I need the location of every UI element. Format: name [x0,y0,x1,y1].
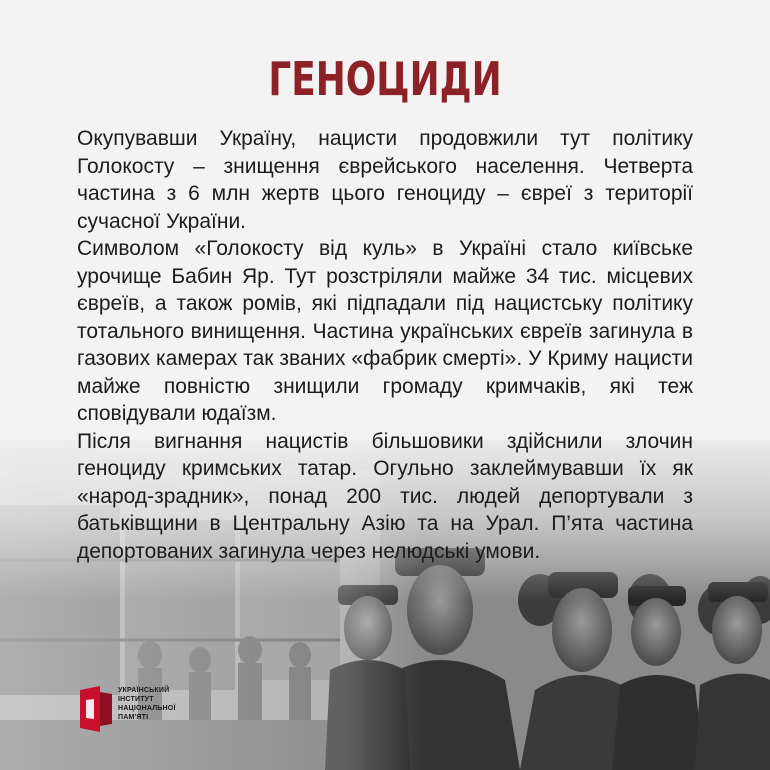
logo-line: НАЦІОНАЛЬНОЇ [118,705,176,712]
logo-line: ІНСТИТУТ [118,696,154,703]
page-title: ГЕНОЦИДИ [268,52,502,106]
paragraph-holocaust: Окупувавши Україну, нацисти продовжили тут політику Голокосту – знищення єврейського населення. Четверта частина з 6 млн жертв цього геноциду – євреї з території сучасної України. [77,127,693,233]
paragraph-crimean-tatars: Після вигнання нацистів більшовики здійснили злочин геноциду кримських татар. Огульно заклеймувавши їх як «народ-зрадник», понад 200 тис. людей депортували з батьківщини в Центральну Азію та на Урал. П’ята частина депортованих загинула через нелюдські умови. [77,429,693,563]
logo-line: УКРАЇНСЬКИЙ [118,687,170,694]
logo-text [118,686,176,722]
institute-logo [80,686,176,732]
logo-line: ПАМ'ЯТІ [118,714,149,721]
article-body [77,125,693,565]
uinp-logo-icon [80,686,112,732]
paragraph-babyn-yar: Символом «Голокосту від куль» в Україні стало київське урочище Бабин Яр. Тут розстріляли майже 34 тис. місцевих євреїв, а також ромів, які підпадали під нацистську політику тотального винищення. Частина українських євреїв загинула в газових камерах так званих «фабрик смерті». У Криму нацисти майже повністю знищили громаду кримчаків, які теж сповідували юдаїзм. [77,237,693,425]
